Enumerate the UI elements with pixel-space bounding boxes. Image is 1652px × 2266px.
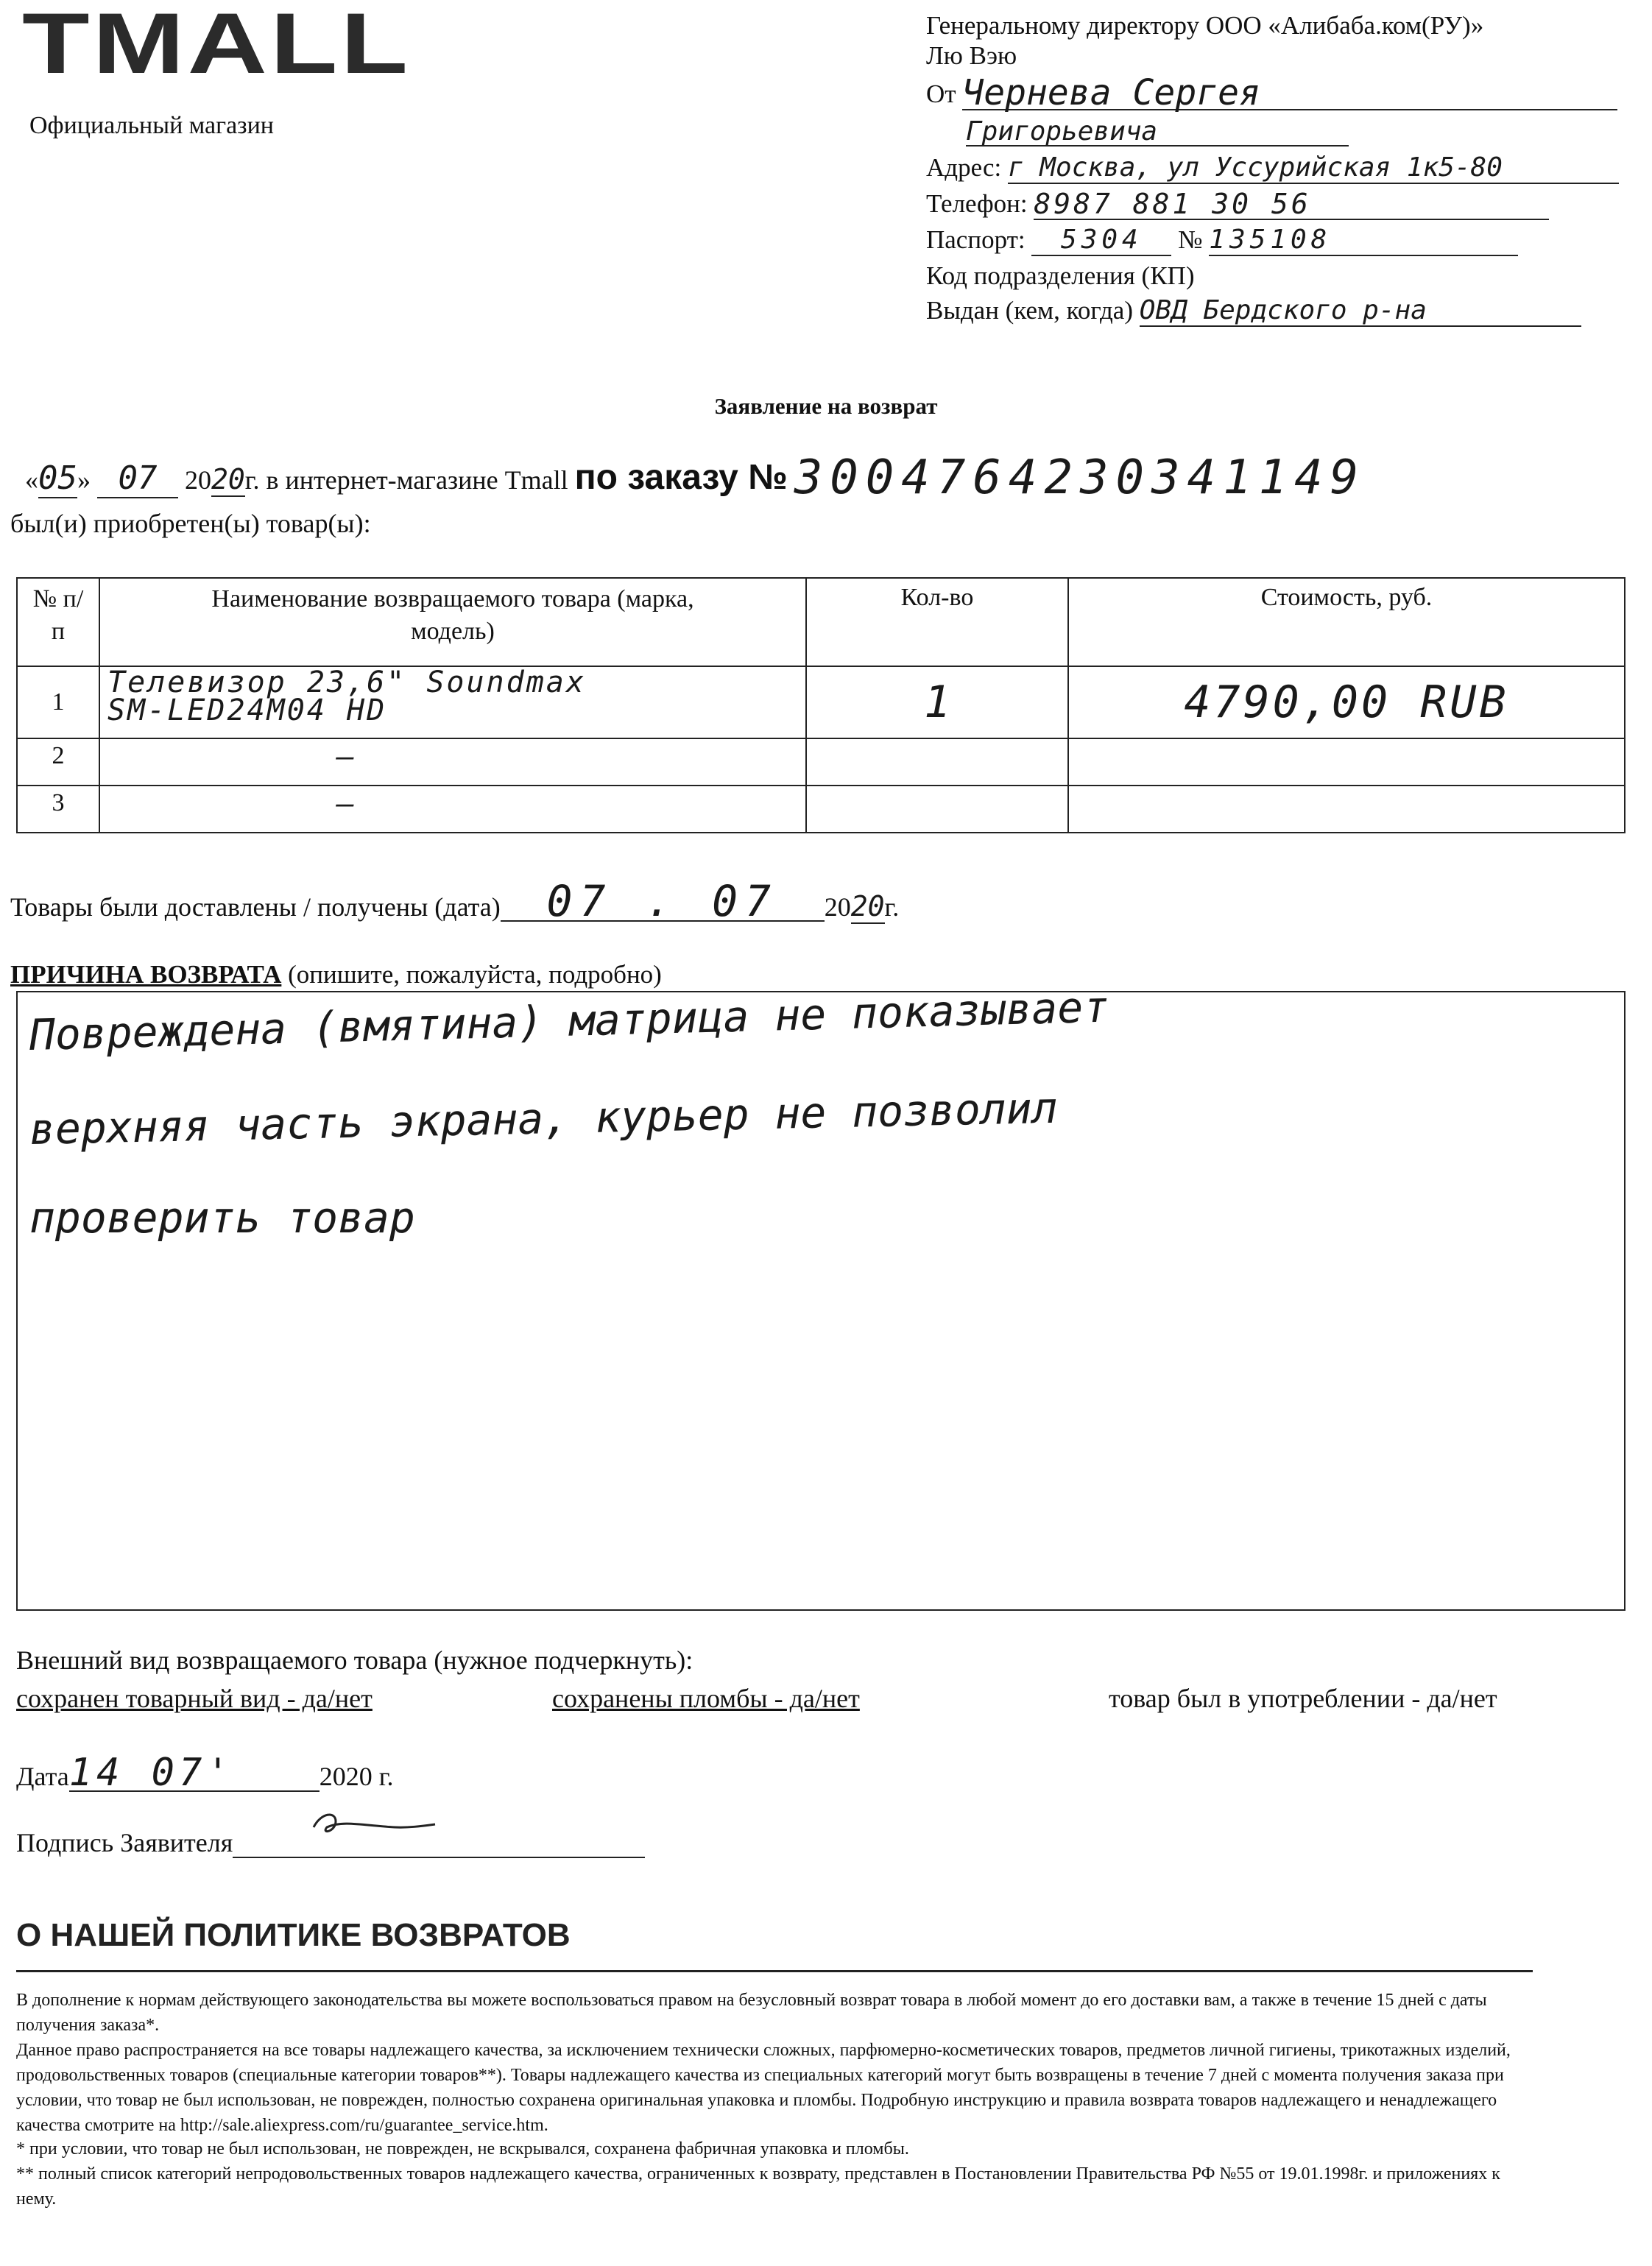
address-row bbox=[926, 151, 1633, 184]
to-line: Генеральному директору ООО «Алибаба.ком(РУ)» bbox=[926, 11, 1484, 40]
order-month: 07 bbox=[97, 459, 178, 498]
delivery-line bbox=[10, 876, 900, 926]
row-cost bbox=[1068, 738, 1625, 786]
row-num: 1 bbox=[17, 666, 99, 738]
close-quote: » bbox=[77, 465, 91, 495]
delivery-year-suffix: 20 bbox=[850, 890, 885, 922]
phone-label: Телефон: bbox=[926, 189, 1028, 218]
passport-series: 5304 bbox=[1031, 225, 1171, 256]
row-name: — bbox=[99, 738, 806, 786]
policy-footnote-2: ** полный список категорий непродовольственных товаров надлежащего качества, ограниченных к возврату, представлен в Постановлении Правительства РФ №55 от 19.01.1998г. и приложениях к нему. bbox=[16, 2164, 1500, 2209]
row-name: — bbox=[99, 786, 806, 833]
reason-line-3: проверить товар bbox=[29, 1193, 415, 1243]
table-row bbox=[17, 786, 1625, 833]
from-label: От bbox=[926, 80, 956, 108]
logo-subtitle: Официальный магазин bbox=[29, 112, 274, 139]
policy-text bbox=[16, 1988, 1533, 2138]
row-name bbox=[99, 666, 806, 738]
appearance-label: Внешний вид возвращаемого товара (нужное подчеркнуть): bbox=[16, 1645, 693, 1675]
passport-label: Паспорт: bbox=[926, 225, 1026, 254]
policy-footnotes bbox=[16, 2136, 1533, 2212]
col-header-cost: Стоимость, руб. bbox=[1068, 578, 1625, 666]
signature-field bbox=[233, 1827, 645, 1858]
order-text: г. в интернет-магазине Tmall bbox=[244, 465, 568, 495]
form-title: Заявление на возврат bbox=[714, 393, 938, 419]
passport-number-label: № bbox=[1178, 225, 1203, 254]
appearance-option-3: товар был в употреблении - да/нет bbox=[1109, 1684, 1497, 1713]
subdivision-label: Код подразделения (КП) bbox=[926, 261, 1195, 290]
policy-paragraph-1: В дополнение к нормам действующего законодательства вы можете воспользоваться правом на безусловный возврат товара в любой момент до его доставки вам, а также в течение 15 дней с даты получения заказа*. bbox=[16, 1991, 1487, 2035]
col-header-name: Наименование возвращаемого товара (марка, модель) bbox=[99, 578, 806, 666]
policy-paragraph-2: Данное право распространяется на все товары надлежащего качества, за исключением технически сложных, парфюмерно-косметических товаров, предметов личной гигиены, трикотажных изделий, продовольственных товаров (специальные категории товаров**). Товары надлежащего качества из специальных категорий могут быть возвращены в течение 7 дней с момента получения заказа при условии, что товар не был использован, не поврежден, полностью сохранена оригинальная упаковка и пломбы. Подробную инструкцию и правила возврата товаров надлежащего и ненадлежащего качества смотрите на http://sale.aliexpress.com/ru/guarantee_service.htm. bbox=[16, 2041, 1511, 2135]
issued-row bbox=[926, 294, 1633, 327]
open-quote: « bbox=[25, 465, 38, 495]
order-line bbox=[25, 451, 1366, 505]
tmall-logo: TMALL bbox=[22, 0, 412, 92]
addressee-block bbox=[926, 9, 1633, 327]
row-name-line1: Телевизор 23,6" Soundmax bbox=[107, 666, 586, 699]
policy-footnote-1: * при условии, что товар не был использован, не поврежден, не вскрывался, сохранена фабричная упаковка и пломбы. bbox=[16, 2139, 909, 2159]
policy-divider bbox=[16, 1970, 1533, 1972]
table-header-row bbox=[17, 578, 1625, 666]
row-cost: 4790,00 RUB bbox=[1068, 666, 1625, 738]
date-row bbox=[16, 1751, 394, 1795]
delivery-year-end: г. bbox=[884, 892, 900, 922]
signature-label: Подпись Заявителя bbox=[16, 1828, 233, 1857]
delivery-year-prefix: 20 bbox=[824, 892, 851, 922]
passport-row bbox=[926, 223, 1633, 256]
policy-title: О НАШЕЙ ПОЛИТИКЕ ВОЗВРАТОВ bbox=[16, 1917, 571, 1953]
row-num: 2 bbox=[17, 738, 99, 786]
from-row-2 bbox=[926, 113, 1633, 147]
director-name: Лю Вэю bbox=[926, 41, 1017, 70]
row-qty bbox=[806, 786, 1068, 833]
issued-value: ОВД Бердского р-на bbox=[1140, 296, 1581, 327]
appearance-option-2: сохранены пломбы - да/нет bbox=[552, 1684, 860, 1713]
col-header-qty: Кол-во bbox=[806, 578, 1068, 666]
order-number-label: по заказу № bbox=[574, 458, 788, 497]
col-header-num: № п/п bbox=[17, 578, 99, 666]
reason-note: (опишите, пожалуйста, подробно) bbox=[288, 960, 662, 989]
phone-row bbox=[926, 187, 1633, 220]
reason-box bbox=[16, 991, 1625, 1611]
signature-row bbox=[16, 1827, 645, 1858]
row-num: 3 bbox=[17, 786, 99, 833]
date-year: 2020 г. bbox=[319, 1762, 394, 1791]
reason-label: ПРИЧИНА ВОЗВРАТА bbox=[10, 960, 282, 989]
items-table bbox=[16, 577, 1625, 833]
from-value: Чернева Сергея bbox=[962, 77, 1617, 110]
signature-scribble-icon bbox=[299, 1805, 446, 1849]
order-year-suffix: 20 bbox=[211, 463, 245, 495]
from-value-2: Григорьевича bbox=[966, 119, 1349, 147]
order-day: 05 bbox=[38, 459, 77, 497]
purchased-text: был(и) приобретен(ы) товар(ы): bbox=[10, 509, 371, 538]
table-row bbox=[17, 738, 1625, 786]
row-cost bbox=[1068, 786, 1625, 833]
reason-line-1: Повреждена (вмятина) матрица не показывает bbox=[29, 981, 1109, 1060]
address-label: Адрес: bbox=[926, 153, 1002, 182]
delivery-label: Товары были доставлены / получены (дата) bbox=[10, 892, 501, 922]
order-number: 3004764230341149 bbox=[794, 451, 1366, 505]
address-value: г Москва, ул Уссурийская 1к5-80 bbox=[1008, 153, 1619, 184]
table-row bbox=[17, 666, 1625, 738]
from-row bbox=[926, 72, 1633, 113]
passport-number: 135108 bbox=[1209, 225, 1518, 256]
reason-heading bbox=[10, 960, 662, 989]
date-value: 14 07' bbox=[69, 1755, 320, 1792]
appearance-option-1: сохранен товарный вид - да/нет bbox=[16, 1684, 373, 1713]
delivery-date: 07 . 07 bbox=[501, 882, 825, 922]
issued-label: Выдан (кем, когда) bbox=[926, 296, 1133, 325]
reason-line-2: верхняя часть экрана, курьер не позволил bbox=[29, 1082, 1059, 1154]
row-qty bbox=[806, 738, 1068, 786]
row-qty: 1 bbox=[806, 666, 1068, 738]
date-label: Дата bbox=[16, 1762, 69, 1791]
phone-value: 8987 881 30 56 bbox=[1034, 189, 1549, 220]
order-year-prefix: 20 bbox=[184, 465, 211, 495]
row-name-line2: SM-LED24M04 HD bbox=[107, 693, 387, 727]
